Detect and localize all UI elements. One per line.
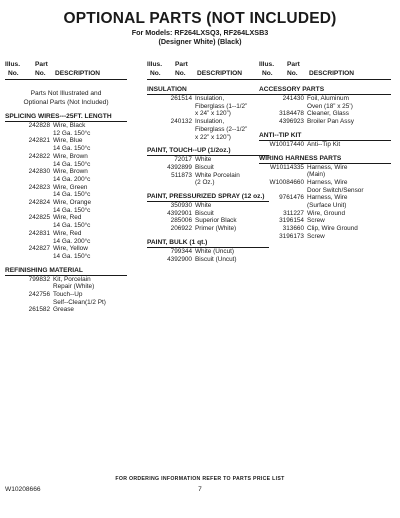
column-header [147, 60, 269, 80]
part-description: Clip, Wire Ground [307, 225, 358, 233]
part-description: Wire, Red 14 Ga. 150°c [53, 214, 91, 230]
part-description: Wire, Yellow 14 Ga. 150°c [53, 245, 91, 260]
illus-header: Illus. [5, 61, 21, 68]
part-row [259, 141, 391, 149]
section-heading: PAINT, TOUCH--UP (1/2oz.) [147, 147, 269, 156]
section-heading: WIRING HARNESS PARTS [259, 155, 391, 164]
part-row [5, 291, 127, 306]
document-number: W10208666 [5, 486, 41, 493]
part-description: Screw [307, 217, 325, 225]
section-heading: REFINISHING MATERIAL [5, 267, 127, 276]
parts-note: Parts Not Illustrated and Optional Parts (Not Included) [23, 90, 109, 106]
part-description: Foil, Aluminum Oven (18” x 25’) [307, 95, 353, 110]
part-description: Screw [307, 232, 325, 240]
models-line: For Models: RF264LXSQ3, RF264LXSB3 [131, 28, 269, 37]
part-number: 9761476 [279, 194, 304, 202]
part-row [259, 210, 391, 218]
part-description: White [195, 202, 212, 210]
page-title: OPTIONAL PARTS (NOT INCLUDED) [63, 10, 337, 27]
part-description: Harness, Wire (Surface Unit) [307, 194, 348, 210]
part-no-header: No. [287, 69, 298, 77]
part-number: 799344 [170, 247, 192, 255]
illus-no-header: No. [150, 69, 161, 77]
illus-header: Illus. [147, 61, 163, 68]
part-number: W10084660 [269, 178, 304, 186]
part-description: Wire, Blue 14 Ga. 150°c [53, 137, 91, 153]
part-number: 72017 [174, 156, 192, 164]
section-heading: PAINT, BULK (1 qt.) [147, 239, 269, 248]
part-row [259, 179, 391, 194]
part-row [5, 245, 127, 260]
part-number: 240132 [170, 118, 192, 126]
part-number: 242822 [28, 152, 50, 160]
part-description: Anti--Tip Kit [307, 140, 341, 148]
part-number: 242824 [28, 199, 50, 207]
part-description: Insulation, Fiberglass (1--1/2” x 24” x 120”) [195, 95, 248, 118]
section-heading: ANTI--TIP KIT [259, 132, 391, 141]
part-number: 4396923 [279, 118, 304, 126]
section-heading: ACCESSORY PARTS [259, 86, 391, 95]
description-header: DESCRIPTION [197, 69, 243, 77]
part-description: Harness, Wire (Main) [307, 163, 348, 179]
part-description: Wire, Orange 14 Ga. 150°c [53, 199, 92, 214]
part-description: Biscuit (Uncut) [195, 255, 237, 263]
part-description: White (Uncut) [195, 247, 235, 255]
part-row [259, 95, 391, 110]
part-row [5, 214, 127, 229]
part-number: 511873 [171, 171, 192, 179]
description-header: DESCRIPTION [309, 69, 355, 77]
part-number: W10017440 [269, 140, 304, 148]
part-no-header: No. [35, 69, 46, 77]
part-row [259, 233, 391, 241]
part-row [5, 153, 127, 168]
part-row [147, 156, 269, 164]
part-description: Touch--Up Self--Clean(1/2 Pt) [53, 291, 106, 306]
page-number: 7 [198, 486, 202, 493]
part-number: 241430 [282, 95, 304, 102]
part-number: 3196173 [279, 232, 304, 240]
part-row [147, 118, 269, 141]
parts-column-1 [5, 60, 127, 314]
part-description: Insulation, Fiberglass (2--1/2” x 22” x 120”) [195, 118, 248, 141]
part-number: 242831 [28, 229, 50, 237]
part-row [5, 230, 127, 245]
part-description: Wire, Brown 14 Ga. 150°c [53, 152, 91, 168]
part-number: 350930 [170, 202, 192, 210]
part-number: 4392900 [167, 255, 192, 263]
part-number: 261582 [28, 306, 50, 314]
part-number: 4392901 [167, 209, 192, 217]
part-row [147, 202, 269, 210]
part-description: Kit, Porcelain Repair (White) [53, 275, 95, 291]
part-row [147, 172, 269, 187]
part-header: Part [35, 61, 48, 68]
part-row [259, 194, 391, 209]
section-heading: SPLICING WIRES---25FT. LENGTH [5, 113, 127, 122]
part-row [147, 248, 269, 256]
part-description: Cleaner, Glass [307, 110, 349, 118]
part-number: 3196154 [279, 217, 304, 225]
part-row [147, 95, 269, 118]
part-description: Grease [53, 306, 74, 314]
part-number: W10114335 [270, 163, 304, 171]
part-number: 313660 [282, 225, 304, 233]
part-row [5, 137, 127, 152]
part-number: 242827 [28, 245, 50, 253]
part-description: Harness, Wire Door Switch/Sensor [307, 178, 364, 194]
illus-header: Illus. [259, 61, 275, 68]
column-header [5, 60, 127, 80]
variants-line: (Designer White) (Black) [158, 36, 242, 46]
parts-column-2 [147, 60, 269, 263]
part-header: Part [175, 61, 188, 68]
part-row [259, 217, 391, 225]
part-row [5, 199, 127, 214]
part-description: Biscuit [195, 209, 214, 217]
part-number: 242756 [28, 291, 50, 299]
part-row [147, 217, 269, 225]
part-row [147, 210, 269, 218]
part-description: Superior Black [195, 217, 237, 225]
part-number: 311227 [283, 209, 304, 217]
part-row [5, 276, 127, 291]
ordering-info-footer: FOR ORDERING INFORMATION REFER TO PARTS PRICE LIST [115, 476, 285, 482]
column-header [259, 60, 391, 80]
part-description: Wire, Brown 14 Ga. 200°c [53, 168, 91, 183]
part-number: 242830 [28, 168, 50, 176]
part-row [259, 164, 391, 179]
part-description: White Porcelain (2 Oz.) [195, 171, 240, 187]
part-description: Wire, Ground [307, 209, 346, 217]
part-no-header: No. [175, 69, 186, 77]
parts-column-3 [259, 60, 391, 241]
part-row [147, 225, 269, 233]
part-row [5, 122, 127, 137]
part-number: 285006 [170, 217, 192, 225]
part-description: Wire, Red 14 Ga. 200°c [53, 229, 91, 245]
part-row [5, 184, 127, 199]
part-number: 3184478 [279, 110, 304, 118]
part-header: Part [287, 61, 300, 68]
part-number: 242823 [28, 183, 50, 191]
part-row [5, 168, 127, 183]
part-number: 4392899 [167, 163, 192, 171]
illus-no-header: No. [8, 69, 19, 77]
part-number: 242825 [28, 214, 50, 222]
part-row [5, 306, 127, 314]
illus-no-header: No. [262, 69, 273, 77]
part-description: Primer (White) [195, 225, 237, 233]
part-number: 242828 [28, 122, 50, 129]
description-header: DESCRIPTION [55, 69, 101, 77]
section-heading: INSULATION [147, 86, 269, 95]
part-row [259, 110, 391, 118]
part-row [259, 118, 391, 126]
section-heading: PAINT, PRESSURIZED SPRAY (12 oz.) [147, 193, 269, 202]
part-number: 242821 [28, 137, 50, 145]
part-number: 206922 [170, 225, 192, 233]
part-description: Wire, Black 12 Ga. 150°c [53, 122, 91, 137]
part-description: Wire, Green 14 Ga. 150°c [53, 183, 91, 199]
part-number: 799832 [28, 275, 50, 283]
part-row [147, 164, 269, 172]
part-description: Broiler Pan Assy [307, 118, 354, 126]
part-description: Biscuit [195, 163, 214, 171]
part-description: White [195, 156, 212, 164]
part-row [147, 256, 269, 264]
part-number: 261514 [170, 95, 192, 102]
part-row [259, 225, 391, 233]
